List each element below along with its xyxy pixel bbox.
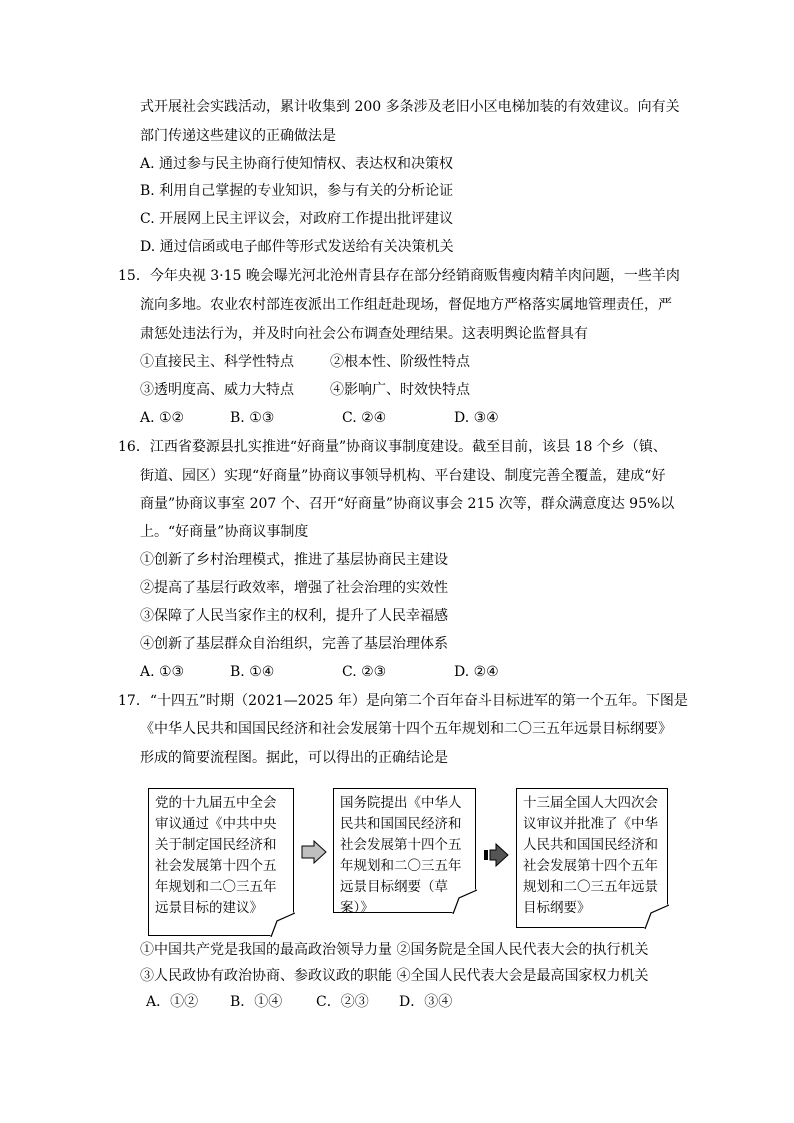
q16-choice-d: D. ②④	[454, 664, 499, 680]
q16-choice-c: C. ②③	[342, 664, 387, 680]
q15-choice-c: C. ②④	[342, 410, 387, 426]
q16-stem-line3: 商量”协商议事室 207 个、召开“好商量”协商议事会 215 次等，群众满意度达 95%以	[140, 496, 675, 512]
q14-text-line2: 部门传递这些建议的正确做法是	[140, 128, 336, 144]
q15-item-1: ①直接民主、科学性特点	[140, 354, 294, 370]
q16-item-2: ②提高了基层行政效率，增强了社会治理的实效性	[140, 580, 448, 596]
q16-item-4: ④创新了基层群众自治组织，完善了基层治理体系	[140, 636, 448, 652]
q15-item-4: ④影响广、时效快特点	[330, 382, 470, 398]
q17-items-row1: ①中国共产党是我国的最高政治领导力量 ②国务院是全国人民代表大会的执行机关	[140, 942, 649, 958]
q14-option-b: B. 利用自己掌握的专业知识，参与有关的分析论证	[140, 183, 454, 199]
q14-option-c: C. 开展网上民主评议会，对政府工作提出批评建议	[140, 211, 454, 227]
q15-item-3: ③透明度高、威力大特点	[140, 382, 294, 398]
q15-stem-line2: 流向多地。农业农村部连夜派出工作组赶赴现场，督促地方严格落实属地管理责任，严	[140, 297, 672, 313]
q17-choice-c: C．②③	[316, 994, 369, 1010]
page-fold-icon	[451, 888, 477, 914]
q14-option-a: A. 通过参与民主协商行使知情权、表达权和决策权	[140, 156, 454, 172]
flow-arrow-1-icon	[300, 840, 328, 864]
q15-stem-line3: 肃惩处违法行为，并及时向社会公布调查处理结果。这表明舆论监督具有	[140, 326, 588, 342]
q17-stem-line3: 形成的简要流程图。据此，可以得出的正确结论是	[140, 750, 448, 766]
q14-text-line1: 式开展社会实践活动，累计收集到 200 多条涉及老旧小区电梯加装的有效建议。向有关	[140, 99, 680, 115]
page-fold-icon	[269, 911, 295, 937]
q17-stem-line2: 《中华人民共和国国民经济和社会发展第十四个五年规划和二〇三五年远景目标纲要》	[140, 721, 672, 737]
flow-step-2-text: 国务院提出《中华人民共和国国民经济和社会发展第十四个五年规划和二〇三五年远景目标纲要（草案）》	[340, 795, 462, 916]
q16-stem-line2: 街道、园区）实现“好商量”协商议事领导机构、平台建设、制度完善全覆盖，建成“好	[140, 468, 666, 484]
flow-step-3	[516, 788, 668, 928]
q16-item-3: ③保障了人民当家作主的权利，提升了人民幸福感	[140, 608, 448, 624]
q15-choice-a: A. ①②	[140, 410, 185, 426]
q17-choice-a: A．①②	[146, 994, 199, 1010]
flow-step-3-text: 十三届全国人大四次会议审议并批准了《中华人民共和国国民经济和社会发展第十四个五年规划和二〇三五年远景目标纲要》	[523, 795, 658, 916]
q15-choice-b: B. ①③	[230, 410, 275, 426]
flow-step-1-text: 党的十九届五中全会审议通过《中共中央关于制定国民经济和社会发展第十四个五年规划和二〇三五年远景目标的建议》	[155, 795, 277, 916]
q16-choice-a: A. ①③	[140, 664, 185, 680]
q17-choice-d: D．③④	[399, 994, 453, 1010]
flow-step-1	[148, 788, 294, 936]
flow-arrow-2-icon	[482, 843, 510, 867]
q15-stem-line1: 15．今年央视 3·15 晚会曝光河北沧州青县存在部分经销商贩售瘦肉精羊肉问题，一些羊肉	[118, 268, 680, 284]
q16-stem-line1: 16．江西省婺源县扎实推进“好商量”协商议事制度建设。截至目前，该县 18 个乡（镇、	[118, 439, 667, 455]
q15-item-2: ②根本性、阶级性特点	[330, 354, 470, 370]
q17-choice-b: B．①④	[230, 994, 283, 1010]
q17-items-row2: ③人民政协有政治协商、参政议政的职能 ④全国人民代表大会是最高国家权力机关	[140, 968, 649, 984]
q16-choice-b: B. ①④	[230, 664, 275, 680]
q14-option-d: D. 通过信函或电子邮件等形式发送给有关决策机关	[140, 239, 454, 255]
q17-stem-line1: 17．“十四五”时期（2021—2025 年）是向第二个百年奋斗目标进军的第一个五年。下图是	[118, 693, 688, 709]
flow-step-2	[333, 788, 476, 916]
page-fold-icon	[643, 903, 669, 929]
q15-choice-d: D. ③④	[454, 410, 499, 426]
q16-stem-line4: 上。“好商量”协商议事制度	[140, 524, 309, 540]
q16-item-1: ①创新了乡村治理模式，推进了基层协商民主建设	[140, 552, 448, 568]
